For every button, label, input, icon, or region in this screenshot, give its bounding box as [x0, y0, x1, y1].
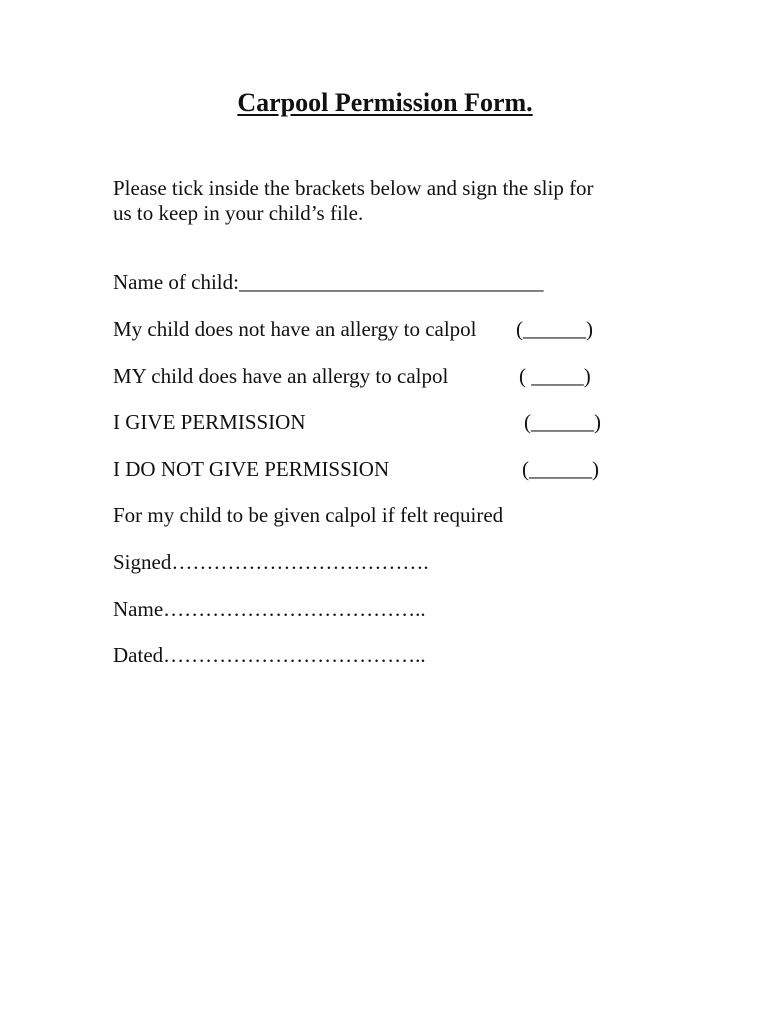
form-title: Carpool Permission Form.	[237, 88, 533, 117]
name-of-child-field[interactable]: Name of child:_____________________________	[113, 270, 544, 294]
has-allergy-checkbox[interactable]: ( _____)	[519, 364, 591, 388]
give-permission-label: I GIVE PERMISSION	[113, 410, 306, 434]
no-allergy-label: My child does not have an allergy to calpol	[113, 317, 477, 341]
give-permission-checkbox[interactable]: (______)	[524, 410, 601, 434]
purpose-text: For my child to be given calpol if felt required	[113, 503, 504, 527]
no-permission-label: I DO NOT GIVE PERMISSION	[113, 457, 390, 481]
intro-text	[113, 176, 653, 226]
no-permission-checkbox[interactable]: (______)	[522, 457, 599, 481]
dated-field[interactable]: Dated………………………………..	[113, 643, 426, 667]
signed-field[interactable]: Signed……………………………….	[113, 550, 429, 574]
intro-line-1: Please tick inside the brackets below and sign the slip for	[113, 176, 594, 200]
intro-line-2: us to keep in your child’s file.	[113, 201, 364, 225]
has-allergy-label: MY child does have an allergy to calpol	[113, 364, 449, 388]
no-allergy-checkbox[interactable]: (______)	[516, 317, 593, 341]
name-field[interactable]: Name………………………………..	[113, 597, 426, 621]
